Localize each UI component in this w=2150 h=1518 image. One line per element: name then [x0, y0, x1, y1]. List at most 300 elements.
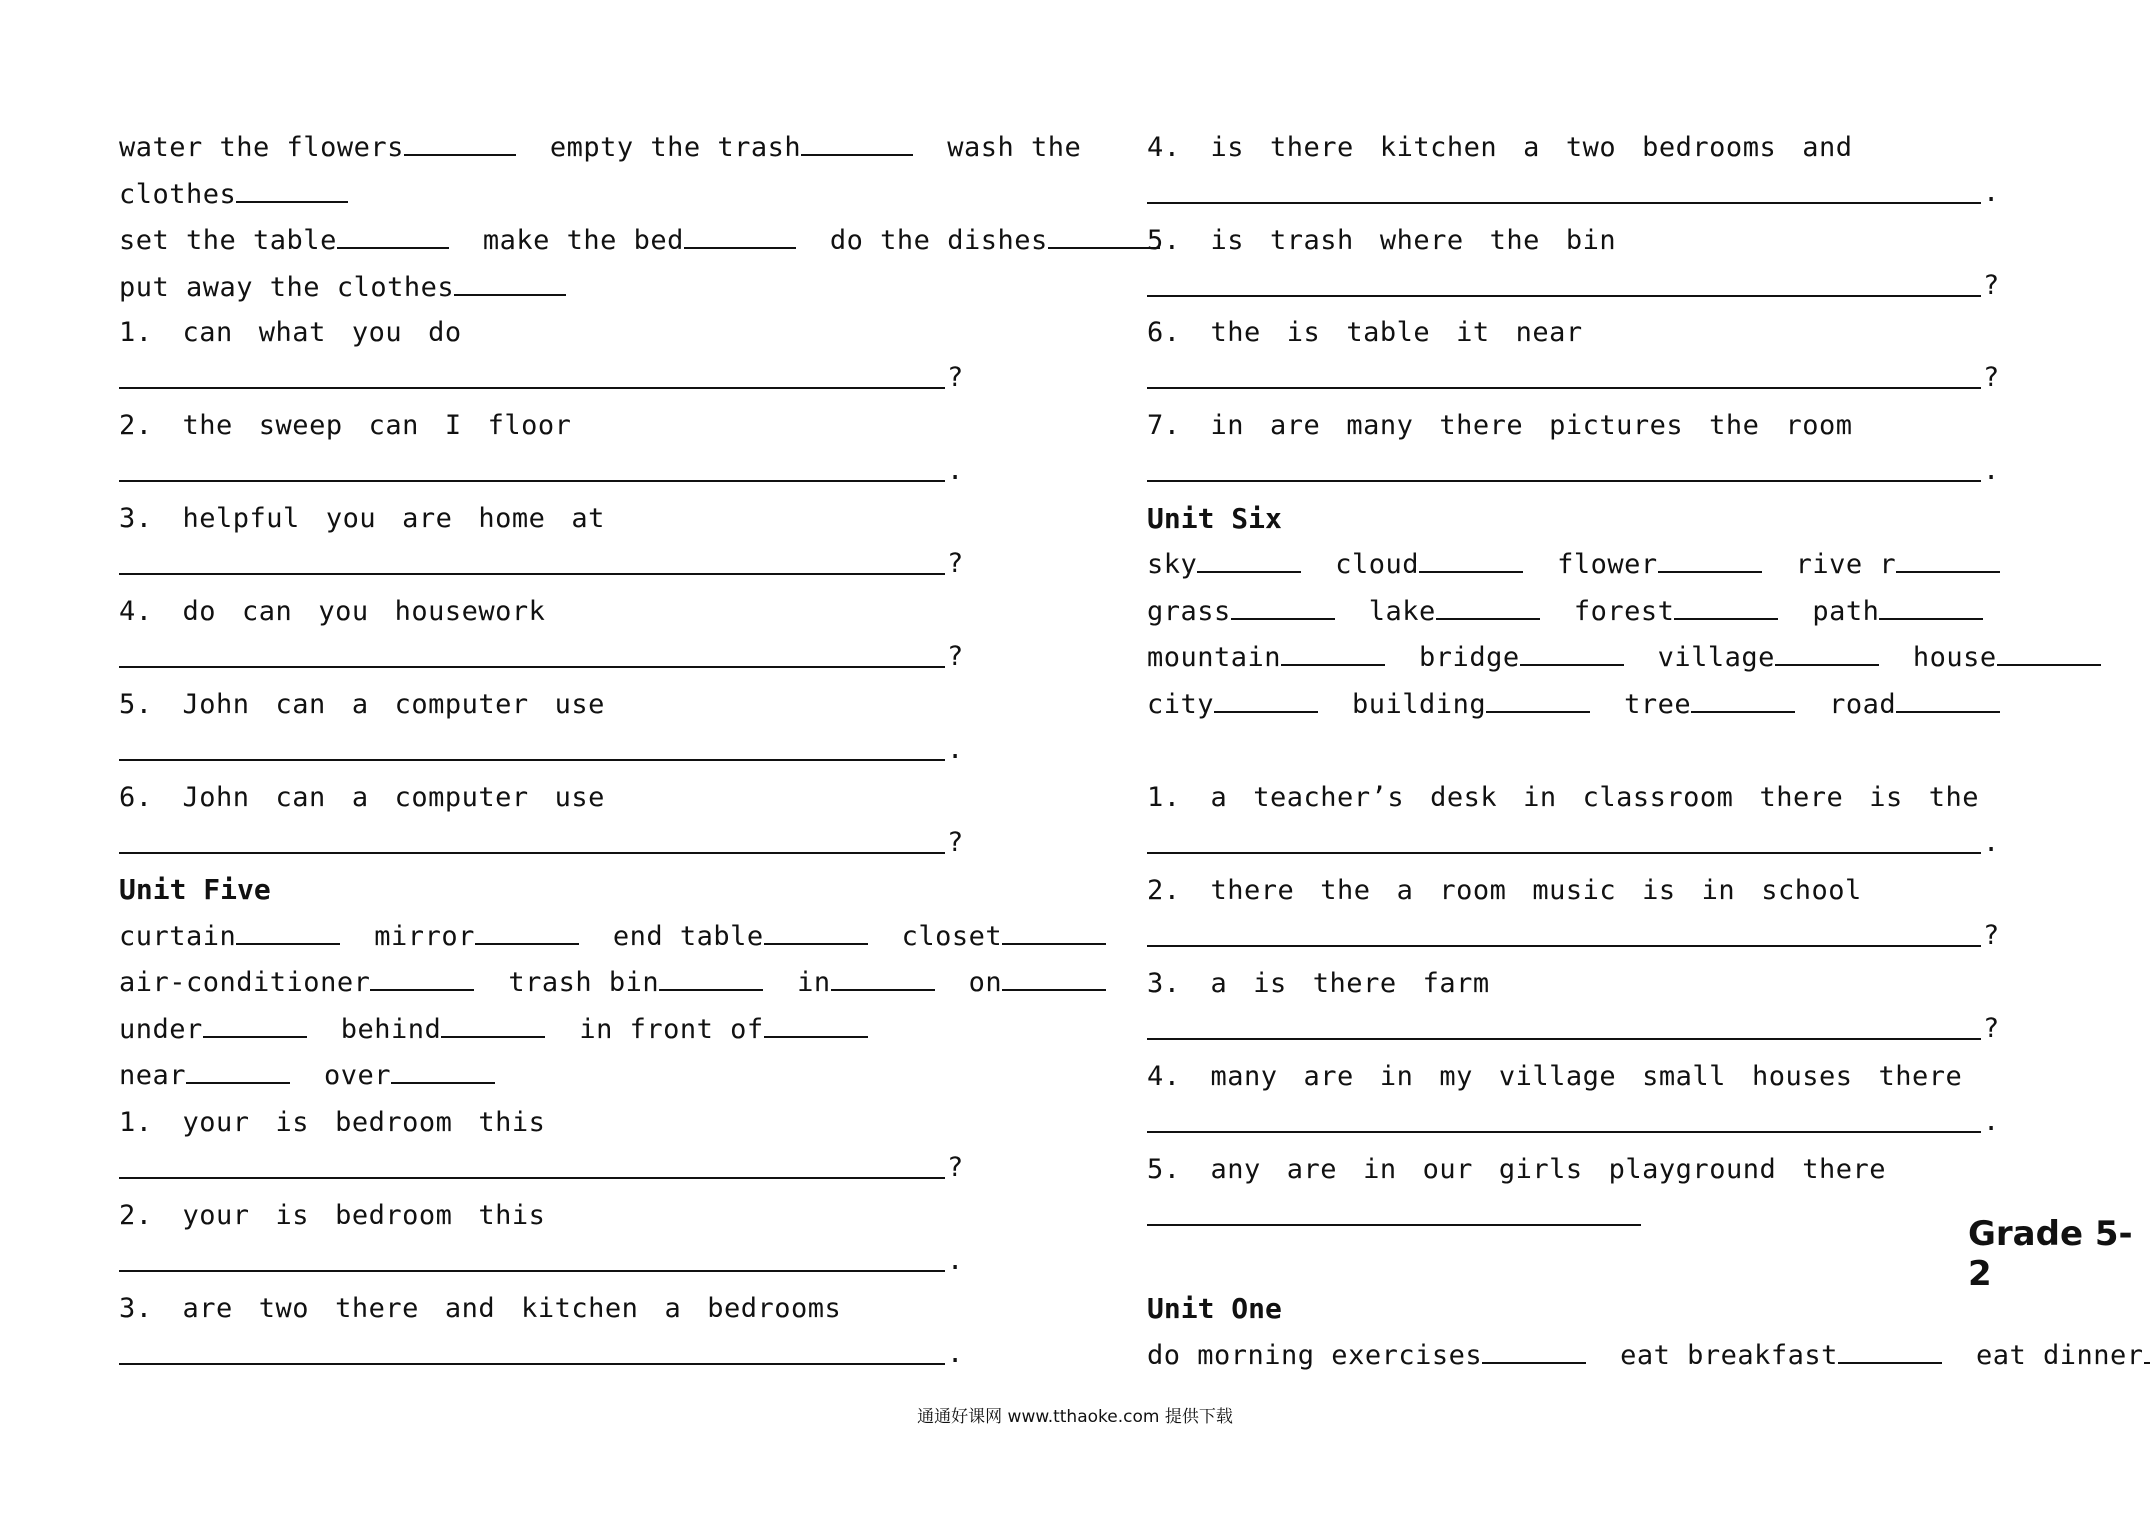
vocab-item: [1147, 642, 1385, 673]
end-punctuation: .: [1983, 177, 2000, 208]
fill-in-blank[interactable]: [764, 919, 868, 945]
scrambled-word: computer: [394, 689, 529, 720]
vocab-word: curtain: [119, 921, 237, 952]
fill-in-blank[interactable]: [236, 919, 340, 945]
scrambled-word: near: [1515, 317, 1583, 348]
question-number: 5.: [1147, 225, 1181, 256]
vocab-word: rive r: [1795, 549, 1897, 580]
fill-in-blank[interactable]: [1002, 965, 1106, 991]
vocab-item: [1147, 1340, 1586, 1371]
vocab-item: [119, 225, 449, 256]
answer-line[interactable]: [1147, 915, 2001, 955]
vocab-word: forest: [1573, 596, 1675, 627]
vocab-item: [1147, 549, 1301, 580]
scrambled-question: [119, 313, 488, 353]
vocab-word: empty the trash: [549, 132, 802, 163]
question-number: 5.: [1147, 1154, 1181, 1185]
vocab-word: eat dinner: [1975, 1340, 2144, 1371]
vocab-word: lake: [1368, 596, 1436, 627]
fill-in-blank[interactable]: [1231, 594, 1335, 620]
end-punctuation: ?: [947, 827, 964, 858]
scrambled-word: housework: [394, 596, 546, 627]
scrambled-word: I: [444, 410, 462, 441]
answer-rule[interactable]: [119, 480, 945, 482]
scrambled-word: desk: [1430, 782, 1498, 813]
question-number: 4.: [119, 596, 153, 627]
scrambled-word: kitchen: [521, 1293, 639, 1324]
scrambled-question: [119, 1289, 867, 1329]
scrambled-word: is: [1642, 875, 1676, 906]
question-number: 2.: [119, 410, 153, 441]
vocab-line: [1147, 1336, 2150, 1376]
answer-rule[interactable]: [1147, 1038, 1981, 1040]
scrambled-word: a: [1523, 132, 1540, 163]
scrambled-word: is: [275, 1200, 310, 1231]
vocab-word: village: [1657, 642, 1775, 673]
answer-rule[interactable]: [1147, 1224, 1641, 1226]
answer-line[interactable]: [1147, 172, 2001, 212]
fill-in-blank[interactable]: [391, 1058, 495, 1084]
question-number: 3.: [1147, 968, 1181, 999]
fill-in-blank[interactable]: [801, 130, 913, 156]
scrambled-word: this: [478, 1107, 546, 1138]
fill-in-blank[interactable]: [1691, 687, 1795, 713]
question-number: 3.: [119, 503, 153, 534]
vocab-word: wash the: [947, 132, 1082, 163]
question-number: 2.: [119, 1200, 153, 1231]
scrambled-word: are: [1303, 1061, 1354, 1092]
fill-in-blank[interactable]: [1197, 547, 1301, 573]
scrambled-word: a: [1396, 875, 1414, 906]
vocab-word: put away the clothes: [119, 271, 455, 303]
vocab-word: air-conditioner: [119, 967, 371, 998]
scrambled-word: your: [182, 1200, 250, 1231]
vocab-word: do the dishes: [829, 225, 1048, 256]
vocab-item: [1369, 596, 1540, 627]
answer-rule[interactable]: [119, 1177, 945, 1179]
scrambled-word: is: [1286, 317, 1321, 348]
end-punctuation: ?: [1983, 270, 2000, 301]
vocab-word: path: [1812, 596, 1880, 627]
scrambled-word: do: [428, 317, 462, 348]
answer-rule[interactable]: [1147, 1131, 1981, 1133]
fill-in-blank[interactable]: [1658, 547, 1762, 573]
vocab-item: [374, 921, 579, 952]
end-punctuation: ?: [947, 362, 964, 393]
scrambled-word: small: [1642, 1061, 1726, 1092]
scrambled-word: the: [182, 410, 233, 441]
scrambled-word: do: [182, 596, 217, 627]
fill-in-blank[interactable]: [1879, 594, 1983, 620]
scrambled-word: is: [1869, 782, 1903, 813]
vocab-item: [119, 967, 474, 998]
scrambled-word: in: [1363, 1154, 1397, 1185]
answer-line[interactable]: [1147, 357, 2001, 397]
answer-rule[interactable]: [119, 759, 945, 761]
fill-in-blank[interactable]: [236, 177, 348, 203]
answer-line[interactable]: [119, 729, 965, 769]
vocab-word: building: [1352, 689, 1487, 720]
scrambled-word: in: [1701, 875, 1736, 906]
answer-rule[interactable]: [119, 666, 945, 668]
vocab-line: [1147, 545, 2034, 585]
scrambled-word: and: [444, 1293, 496, 1324]
scrambled-word: a: [351, 782, 369, 813]
question-number: 1.: [119, 317, 153, 348]
answer-line[interactable]: [1147, 265, 2001, 305]
fill-in-blank[interactable]: [203, 1012, 307, 1038]
vocab-item: [1624, 689, 1795, 720]
vocab-word: mountain: [1147, 642, 1282, 673]
scrambled-word: bin: [1565, 225, 1617, 256]
vocab-word: end table: [612, 921, 764, 952]
question-number: 3.: [119, 1293, 153, 1324]
fill-in-blank[interactable]: [1214, 687, 1318, 713]
vocab-line: [1147, 685, 2034, 725]
vocab-word: make the bed: [482, 225, 684, 256]
scrambled-question: [1147, 406, 1878, 446]
scrambled-word: the: [1210, 317, 1261, 348]
answer-line[interactable]: [119, 1333, 965, 1373]
answer-line[interactable]: [119, 543, 965, 583]
fill-in-blank[interactable]: [475, 919, 579, 945]
end-punctuation: ?: [1983, 1013, 2000, 1044]
fill-in-blank[interactable]: [370, 965, 474, 991]
scrambled-word: what: [258, 317, 326, 348]
vocab-word: trash bin: [508, 967, 660, 998]
fill-in-blank[interactable]: [1838, 1338, 1942, 1364]
fill-in-blank[interactable]: [1896, 547, 2000, 573]
scrambled-word: floor: [487, 410, 572, 441]
vocab-item: [1829, 689, 2000, 720]
answer-rule[interactable]: [1147, 480, 1981, 482]
vocab-item: [1620, 1340, 1942, 1371]
end-punctuation: .: [1983, 1106, 2000, 1137]
fill-in-blank[interactable]: [684, 223, 796, 249]
vocab-item: [947, 132, 1081, 163]
fill-in-blank[interactable]: [1482, 1338, 1586, 1364]
scrambled-word: it: [1456, 317, 1490, 348]
scrambled-word: in: [1379, 1061, 1414, 1092]
fill-in-blank[interactable]: [764, 1012, 868, 1038]
scrambled-word: your: [182, 1107, 250, 1138]
vocab-word: eat breakfast: [1620, 1340, 1838, 1371]
scrambled-word: there: [1802, 1154, 1886, 1185]
scrambled-word: you: [325, 503, 377, 534]
vocab-item: [119, 921, 340, 952]
scrambled-word: helpful: [182, 503, 300, 534]
vocab-word: cloud: [1335, 549, 1420, 580]
scrambled-word: in: [1210, 410, 1245, 441]
scrambled-question: [1147, 128, 1878, 168]
question-number: 6.: [1147, 317, 1181, 348]
vocab-item: [119, 1014, 307, 1045]
end-punctuation: ?: [947, 548, 964, 579]
scrambled-word: where: [1379, 225, 1464, 256]
vocab-line: [1147, 592, 2017, 632]
scrambled-word: there: [335, 1293, 419, 1324]
scrambled-word: the: [1320, 875, 1371, 906]
answer-rule[interactable]: [1147, 852, 1981, 854]
vocab-word: sky: [1147, 549, 1198, 580]
scrambled-word: use: [554, 689, 605, 720]
answer-rule[interactable]: [119, 387, 945, 389]
vocab-word: under: [119, 1014, 203, 1045]
scrambled-word: can: [275, 689, 326, 720]
end-punctuation: ?: [947, 1152, 964, 1183]
answer-line[interactable]: [119, 357, 965, 397]
scrambled-word: pictures: [1549, 410, 1684, 441]
vocab-word: city: [1147, 689, 1215, 720]
fill-in-blank[interactable]: [1775, 640, 1879, 666]
scrambled-word: there: [1878, 1061, 1963, 1092]
scrambled-word: are: [1286, 1154, 1338, 1185]
unit-title: Unit Five: [119, 873, 271, 906]
question-number: 4.: [1147, 132, 1181, 163]
vocab-item: [324, 1060, 495, 1091]
end-punctuation: .: [1983, 827, 2000, 858]
scrambled-word: village: [1498, 1061, 1617, 1092]
vocab-word: road: [1829, 689, 1897, 720]
question-number: 2.: [1147, 875, 1181, 906]
vocab-word: in: [797, 967, 831, 998]
vocab-word: bridge: [1419, 642, 1520, 673]
answer-line[interactable]: [119, 636, 965, 676]
vocab-item: [119, 272, 566, 303]
scrambled-word: trash: [1270, 225, 1354, 256]
vocab-item: [1419, 642, 1624, 673]
fill-in-blank[interactable]: [454, 270, 566, 296]
scrambled-word: are: [402, 503, 453, 534]
scrambled-word: my: [1439, 1061, 1473, 1092]
vocab-item: [1812, 596, 1983, 627]
answer-rule[interactable]: [119, 1270, 945, 1272]
vocab-item: [550, 132, 913, 163]
scrambled-question: [119, 778, 631, 818]
vocab-word: set the table: [119, 225, 337, 256]
vocab-item: [797, 967, 935, 998]
scrambled-word: can: [242, 596, 293, 627]
scrambled-word: at: [571, 503, 605, 534]
scrambled-word: the: [1928, 782, 1980, 813]
scrambled-word: many: [1346, 410, 1414, 441]
fill-in-blank[interactable]: [1281, 640, 1385, 666]
fill-in-blank[interactable]: [404, 130, 516, 156]
vocab-line: [119, 221, 1194, 261]
end-punctuation: .: [947, 734, 964, 765]
scrambled-word: this: [478, 1200, 546, 1231]
scrambled-word: sweep: [258, 410, 343, 441]
scrambled-word: there: [1759, 782, 1844, 813]
vocab-item: [579, 1014, 867, 1045]
question-number: 4.: [1147, 1061, 1181, 1092]
vocab-item: [119, 179, 348, 210]
scrambled-question: [1147, 221, 1642, 261]
answer-line[interactable]: [119, 822, 965, 862]
question-number: 5.: [119, 689, 153, 720]
vocab-line: [119, 1056, 529, 1096]
end-punctuation: .: [947, 1245, 964, 1276]
scrambled-question: [1147, 1150, 1912, 1190]
unit-title: Unit One: [1147, 1292, 1282, 1325]
vocab-item: [1557, 549, 1762, 580]
vocab-item: [508, 967, 763, 998]
scrambled-word: use: [554, 782, 605, 813]
vocab-item: [1147, 689, 1318, 720]
answer-line[interactable]: [119, 1240, 965, 1280]
vocab-word: do morning exercises: [1147, 1340, 1483, 1371]
vocab-item: [1658, 642, 1879, 673]
scrambled-question: [1147, 313, 1609, 353]
vocab-word: mirror: [374, 921, 475, 952]
fill-in-blank[interactable]: [1674, 594, 1778, 620]
fill-in-blank[interactable]: [1048, 223, 1160, 249]
answer-rule[interactable]: [1147, 387, 1981, 389]
end-punctuation: ?: [947, 641, 964, 672]
answer-line[interactable]: [119, 450, 965, 490]
question-number: 1.: [119, 1107, 153, 1138]
scrambled-word: can: [275, 782, 326, 813]
scrambled-word: is: [1210, 225, 1245, 256]
scrambled-word: John: [182, 689, 250, 720]
fill-in-blank[interactable]: [186, 1058, 290, 1084]
scrambled-question: [1147, 1057, 1988, 1097]
fill-in-blank[interactable]: [2144, 1338, 2150, 1364]
fill-in-blank[interactable]: [1520, 640, 1624, 666]
answer-rule[interactable]: [1147, 202, 1981, 204]
scrambled-word: a: [664, 1293, 682, 1324]
scrambled-word: table: [1346, 317, 1431, 348]
vocab-item: [1335, 549, 1523, 580]
vocab-item: [613, 921, 868, 952]
vocab-item: [119, 132, 516, 163]
scrambled-question: [119, 1103, 571, 1143]
fill-in-blank[interactable]: [1486, 687, 1590, 713]
scrambled-word: farm: [1422, 968, 1490, 999]
vocab-item: [1352, 689, 1590, 720]
scrambled-word: the: [1489, 225, 1540, 256]
vocab-word: grass: [1147, 596, 1231, 627]
scrambled-word: John: [182, 782, 250, 813]
scrambled-word: can: [182, 317, 233, 348]
scrambled-word: you: [351, 317, 403, 348]
scrambled-word: playground: [1608, 1154, 1777, 1185]
scrambled-word: the: [1709, 410, 1760, 441]
scrambled-word: bedroom: [335, 1200, 453, 1231]
scrambled-word: bedrooms: [1642, 132, 1777, 163]
vocab-line: [119, 1010, 902, 1050]
scrambled-question: [119, 1196, 571, 1236]
scrambled-word: houses: [1751, 1061, 1853, 1092]
answer-line[interactable]: [1147, 822, 2001, 862]
answer-line[interactable]: [1147, 1101, 2001, 1141]
scrambled-word: you: [318, 596, 369, 627]
scrambled-word: our: [1422, 1154, 1473, 1185]
footer-source: 通通好课网 www.tthaoke.com 提供下载: [917, 1407, 1233, 1427]
scrambled-word: classroom: [1582, 782, 1734, 813]
fill-in-blank[interactable]: [441, 1012, 545, 1038]
vocab-item: [1976, 1340, 2150, 1371]
fill-in-blank[interactable]: [1002, 919, 1106, 945]
answer-rule[interactable]: [1147, 945, 1981, 947]
vocab-line: [119, 175, 382, 215]
answer-line[interactable]: [119, 1147, 965, 1187]
vocab-item: [969, 967, 1107, 998]
scrambled-word: bedrooms: [707, 1293, 842, 1324]
vocab-word: near: [119, 1060, 187, 1091]
scrambled-question: [1147, 871, 1888, 911]
vocab-word: water the flowers: [119, 132, 404, 163]
vocab-word: on: [968, 967, 1003, 998]
fill-in-blank[interactable]: [1419, 547, 1523, 573]
answer-rule[interactable]: [119, 852, 945, 854]
scrambled-word: home: [478, 503, 546, 534]
unit-heading: [1147, 1289, 1282, 1329]
answer-line[interactable]: [1147, 450, 2001, 490]
scrambled-word: there: [1312, 968, 1397, 999]
vocab-line: [119, 128, 1115, 168]
unit-title: Unit Six: [1147, 502, 1282, 535]
answer-line[interactable]: [1147, 1008, 2001, 1048]
vocab-item: [902, 921, 1107, 952]
scrambled-word: a: [351, 689, 369, 720]
vocab-line: [119, 268, 600, 308]
scrambled-word: there: [1439, 410, 1524, 441]
scrambled-word: school: [1761, 875, 1862, 906]
scrambled-word: are: [1270, 410, 1321, 441]
scrambled-word: kitchen: [1379, 132, 1498, 163]
fill-in-blank[interactable]: [831, 965, 935, 991]
scrambled-question: [119, 499, 631, 539]
vocab-word: behind: [340, 1014, 442, 1045]
fill-in-blank[interactable]: [1997, 640, 2101, 666]
vocab-line: [119, 963, 1140, 1003]
end-punctuation: .: [1983, 455, 2000, 486]
fill-in-blank[interactable]: [337, 223, 449, 249]
question-number: 1.: [1147, 782, 1181, 813]
scrambled-word: is: [1210, 132, 1245, 163]
scrambled-question: [119, 685, 631, 725]
scrambled-word: there: [1270, 132, 1354, 163]
scrambled-word: room: [1785, 410, 1853, 441]
grade-label: Grade 5-2: [1968, 1214, 2133, 1294]
fill-in-blank[interactable]: [1436, 594, 1540, 620]
scrambled-word: any: [1210, 1154, 1261, 1185]
vocab-item: [119, 1060, 290, 1091]
fill-in-blank[interactable]: [1896, 687, 2000, 713]
vocab-word: clothes: [119, 178, 237, 210]
unit-heading: [119, 870, 271, 910]
fill-in-blank[interactable]: [659, 965, 763, 991]
scrambled-question: [1147, 778, 2005, 818]
scrambled-word: girls: [1498, 1154, 1583, 1185]
scrambled-word: two: [1565, 132, 1617, 163]
scrambled-word: in: [1523, 782, 1557, 813]
scrambled-word: a: [1210, 968, 1228, 999]
end-punctuation: .: [947, 1338, 964, 1369]
vocab-word: in front of: [579, 1014, 764, 1045]
scrambled-word: music: [1532, 875, 1617, 906]
answer-rule[interactable]: [119, 1363, 945, 1365]
scrambled-word: many: [1210, 1061, 1278, 1092]
answer-rule[interactable]: [119, 573, 945, 575]
scrambled-word: are: [182, 1293, 233, 1324]
scrambled-word: two: [258, 1293, 310, 1324]
answer-rule[interactable]: [1147, 295, 1981, 297]
vocab-word: closet: [901, 921, 1003, 952]
answer-line[interactable]: [1147, 1194, 1661, 1234]
vocab-word: tree: [1624, 689, 1692, 720]
